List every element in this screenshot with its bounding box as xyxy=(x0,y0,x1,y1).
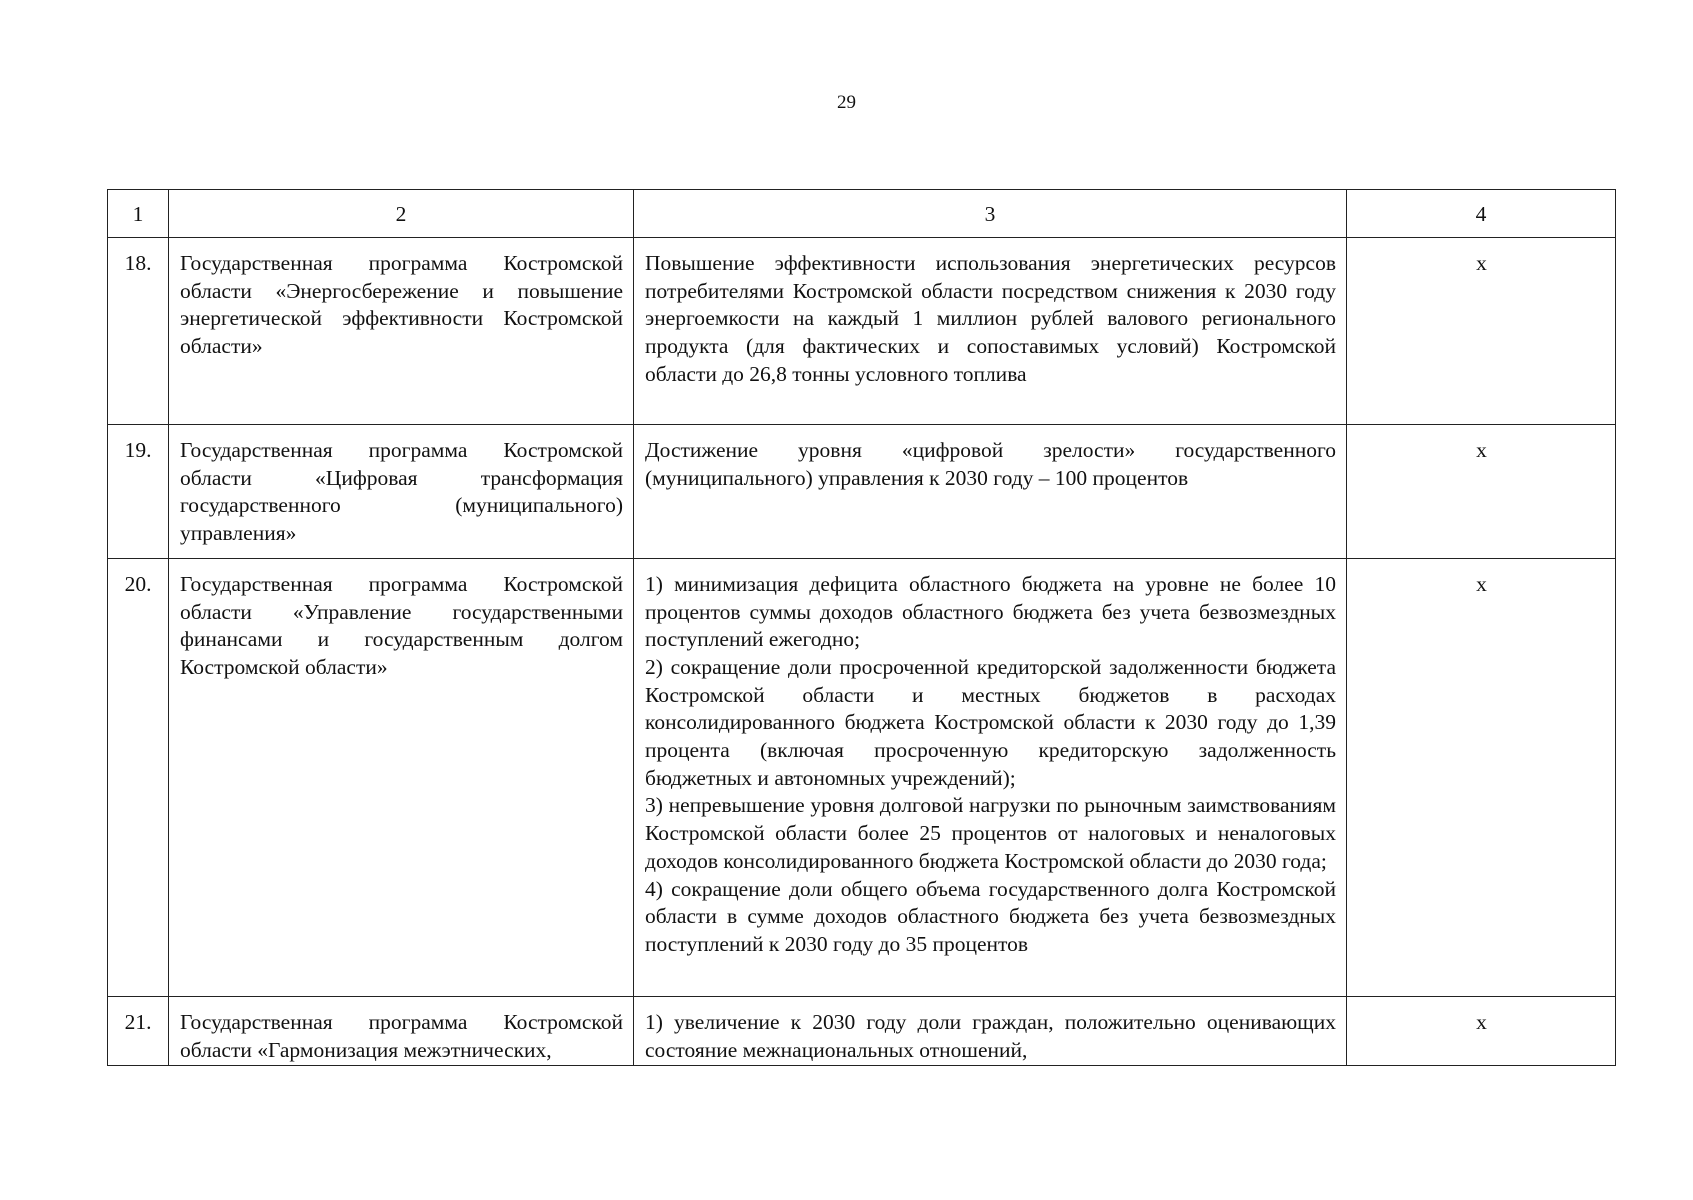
column-header-2: 2 xyxy=(169,190,634,238)
row-number: 18. xyxy=(108,238,169,425)
table-row xyxy=(108,558,1616,996)
goal-item: 1) минимизация дефицита областного бюджета на уровне не более 10 процентов суммы доходов областного бюджета без учета безвозмездных поступлений ежегодно; xyxy=(645,571,1336,652)
goal-item: 3) непревышение уровня долговой нагрузки по рыночным заимствованиям Костромской области более 25 процентов от налоговых и неналоговых доходов консолидированного бюджета Костромской области до 2030 года; xyxy=(645,793,1336,873)
table-row xyxy=(108,996,1616,1065)
row-number: 19. xyxy=(108,425,169,559)
program-name: Государственная программа Костромской области «Цифровая трансформация государственного (муниципального) управления» xyxy=(169,425,634,559)
programs-table xyxy=(107,189,1616,1066)
program-name xyxy=(169,996,634,1065)
goal-item: Повышение эффективности использования энергетических ресурсов потребителями Костромской области посредством снижения к 2030 году энергоемкости на каждый 1 миллион рублей валового регионального продукта (для фактических и сопоставимых условий) Костромской области до 26,8 тонны условного топлива xyxy=(645,251,1336,386)
table-header-row xyxy=(108,190,1616,238)
row-number: 21. xyxy=(108,996,169,1065)
mark-cell: x xyxy=(1347,238,1616,425)
mark-cell: x xyxy=(1347,996,1616,1065)
program-name: Государственная программа Костромской области «Энергосбережение и повышение энергетической эффективности Костромской области» xyxy=(169,238,634,425)
goal-clip xyxy=(645,1009,1336,1064)
column-header-3: 3 xyxy=(634,190,1347,238)
goal-item: 1) увеличение к 2030 году доли граждан, положительно оценивающих состояние межнациональных отношений, xyxy=(645,1009,1336,1062)
column-header-1: 1 xyxy=(108,190,169,238)
mark-cell: x xyxy=(1347,558,1616,996)
page-number: 29 xyxy=(837,92,856,113)
program-goals xyxy=(634,238,1347,425)
mark-cell: x xyxy=(1347,425,1616,559)
column-header-4: 4 xyxy=(1347,190,1616,238)
row-number: 20. xyxy=(108,558,169,996)
program-name-text: Государственная программа Костромской области «Гармонизация межэтнических, xyxy=(180,1009,623,1062)
program-goals xyxy=(634,996,1347,1065)
table-row xyxy=(108,425,1616,559)
goal-item: 4) сокращение доли общего объема государственного долга Костромской области в сумме доходов областного бюджета без учета безвозмездных поступлений к 2030 году до 35 процентов xyxy=(645,876,1336,956)
program-goals xyxy=(634,425,1347,559)
program-name: Государственная программа Костромской области «Управление государственными финансами и государственным долгом Костромской области» xyxy=(169,558,634,996)
program-goals xyxy=(634,558,1347,996)
goal-item: Достижение уровня «цифровой зрелости» государственного (муниципального) управления к 2030 году – 100 процентов xyxy=(645,438,1336,490)
table-row xyxy=(108,238,1616,425)
goal-item: 2) сокращение доли просроченной кредиторской задолженности бюджета Костромской области и местных бюджетов в расходах консолидированного бюджета Костромской области к 2030 году до 1,39 процента (включая просроченную кредиторскую задолженность бюджетных и автономных учреждений); xyxy=(645,654,1336,790)
